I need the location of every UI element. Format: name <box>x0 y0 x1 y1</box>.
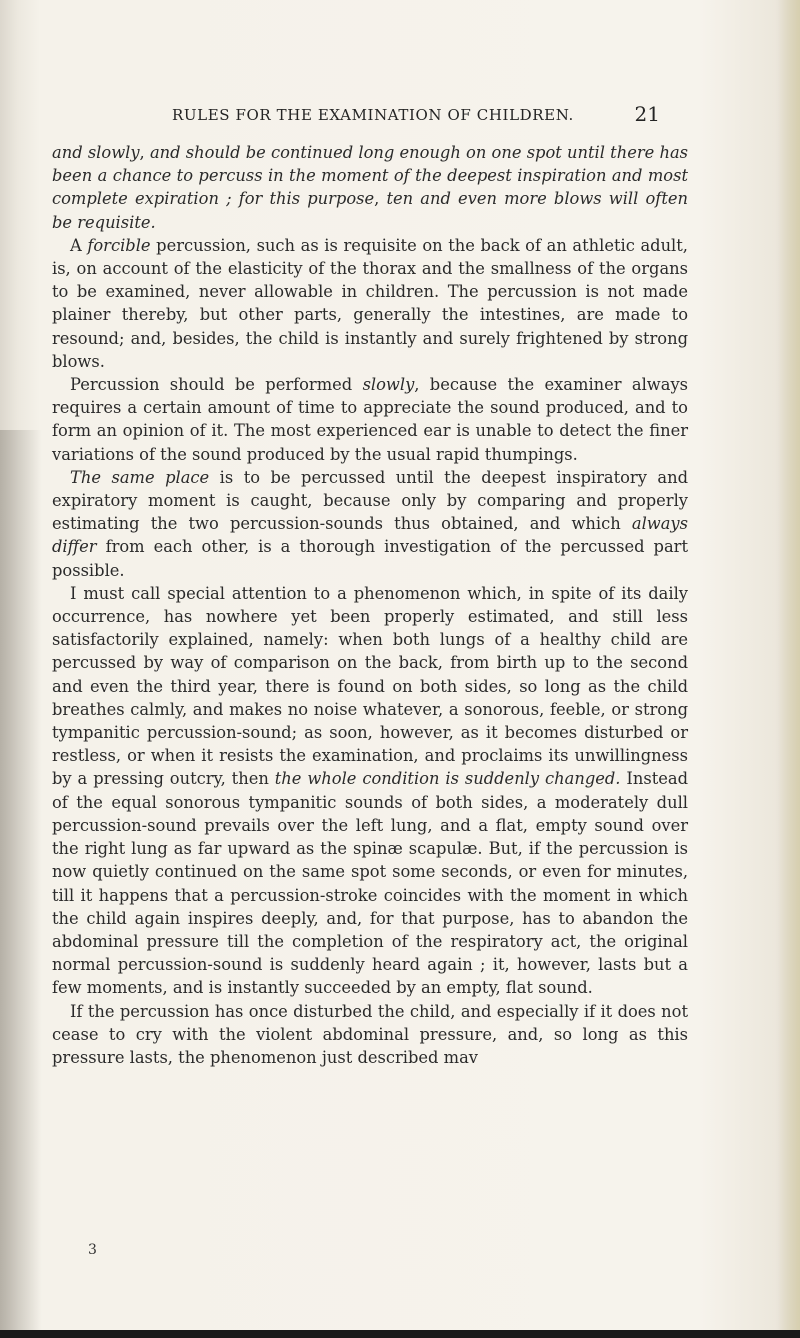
text-run: If the percussion has once disturbed the child, and especially if it does not cease to cry with the violent abdominal pressure, and, so long as this pressure lasts, the phenomenon just described mav <box>52 1001 688 1067</box>
text-run: from each other, is a thorough investigation of the percussed part possible. <box>52 537 688 580</box>
text-run: , because the examiner always requires a certain amount of time to appreciate the sound produced, and to form an opinion of it. The most experienced ear is unable to detect the finer variations of the sound produced by the usual rapid thumpings. <box>52 375 688 464</box>
paragraph <box>52 141 688 234</box>
paragraph <box>52 466 688 582</box>
paragraph <box>52 582 688 1000</box>
text-run: Instead of the equal sonorous tympanitic sounds of both sides, a moderately dull percussion-sound prevails over the left lung, and a flat, empty sound over the right lung as far upward as the spinæ scapulæ. But, if the percussion is now quietly continued on the same spot some seconds, or even for minutes, till it happens that a percussion-stroke coincides with the moment in which the child again inspires deeply, and, for that purpose, has to abandon the abdominal pressure till the completion of the respiratory act, the original normal percussion-sound is suddenly heard again ; it, however, lasts but a few moments, and is instantly succeeded by an empty, flat sound. <box>52 769 688 998</box>
scan-edge <box>0 1330 800 1338</box>
text-run: I must call special attention to a phenomenon which, in spite of its daily occurrence, has nowhere yet been properly estimated, and still less satisfactorily explained, namely: when both lungs of a healthy child are percussed by way of comparison on the back, from birth up to the second and even the third year, there is found on both sides, so long as the child breathes calmly, and makes no noise whatever, a sonorous, feeble, or strong tympanitic percussion-sound; as soon, however, as it becomes disturbed or restless, or when it resists the examination, and proclaims its unwillingness by a pressing outcry, then <box>52 583 688 789</box>
text-run: Percussion should be performed <box>70 375 363 395</box>
emphasis-text: always differ <box>52 514 688 557</box>
body-text <box>52 141 688 1069</box>
paragraph <box>52 373 688 466</box>
text-run: , <box>374 189 387 209</box>
text-run: A <box>70 235 88 255</box>
text-run: is to be percussed until the deepest inspiratory and expiratory moment is caught, because only by comparing and properly estimating the two percussion-sounds thus obtained, and which <box>52 467 688 534</box>
signature-mark: 3 <box>88 1242 97 1258</box>
emphasis-text: ten and even more blows will often be requisite. <box>52 189 688 232</box>
emphasis-text: The same place <box>70 467 210 487</box>
emphasis-text: forcible <box>87 235 151 255</box>
page-shadow-left <box>0 430 42 1330</box>
paragraph <box>52 1000 688 1070</box>
text-run: percussion, such as is requisite on the back of an athletic adult, is, on account of the elasticity of the thorax and the smallness of the organs to be examined, never allowable in children. The percussion is not made plainer thereby, but other parts, generally the intestines, are made to resound; and, besides, the child is instantly and surely frightened by strong blows. <box>52 235 688 371</box>
emphasis-text: slowly <box>362 375 415 395</box>
running-head: RULES FOR THE EXAMINATION OF CHILDREN. <box>172 106 574 124</box>
paragraph <box>52 234 688 373</box>
page-shadow-right <box>778 0 800 1338</box>
emphasis-text: and should be continued long enough on one spot until there has been a chance to percuss in the moment of the deepest inspiration and most complete expiration ; for this purpose <box>52 143 689 209</box>
page-header <box>172 102 660 132</box>
emphasis-text: the whole condition is suddenly changed. <box>274 769 621 789</box>
text-run: , <box>139 143 150 162</box>
emphasis-text: and slowly <box>52 143 140 162</box>
page-number: 21 <box>634 102 660 126</box>
